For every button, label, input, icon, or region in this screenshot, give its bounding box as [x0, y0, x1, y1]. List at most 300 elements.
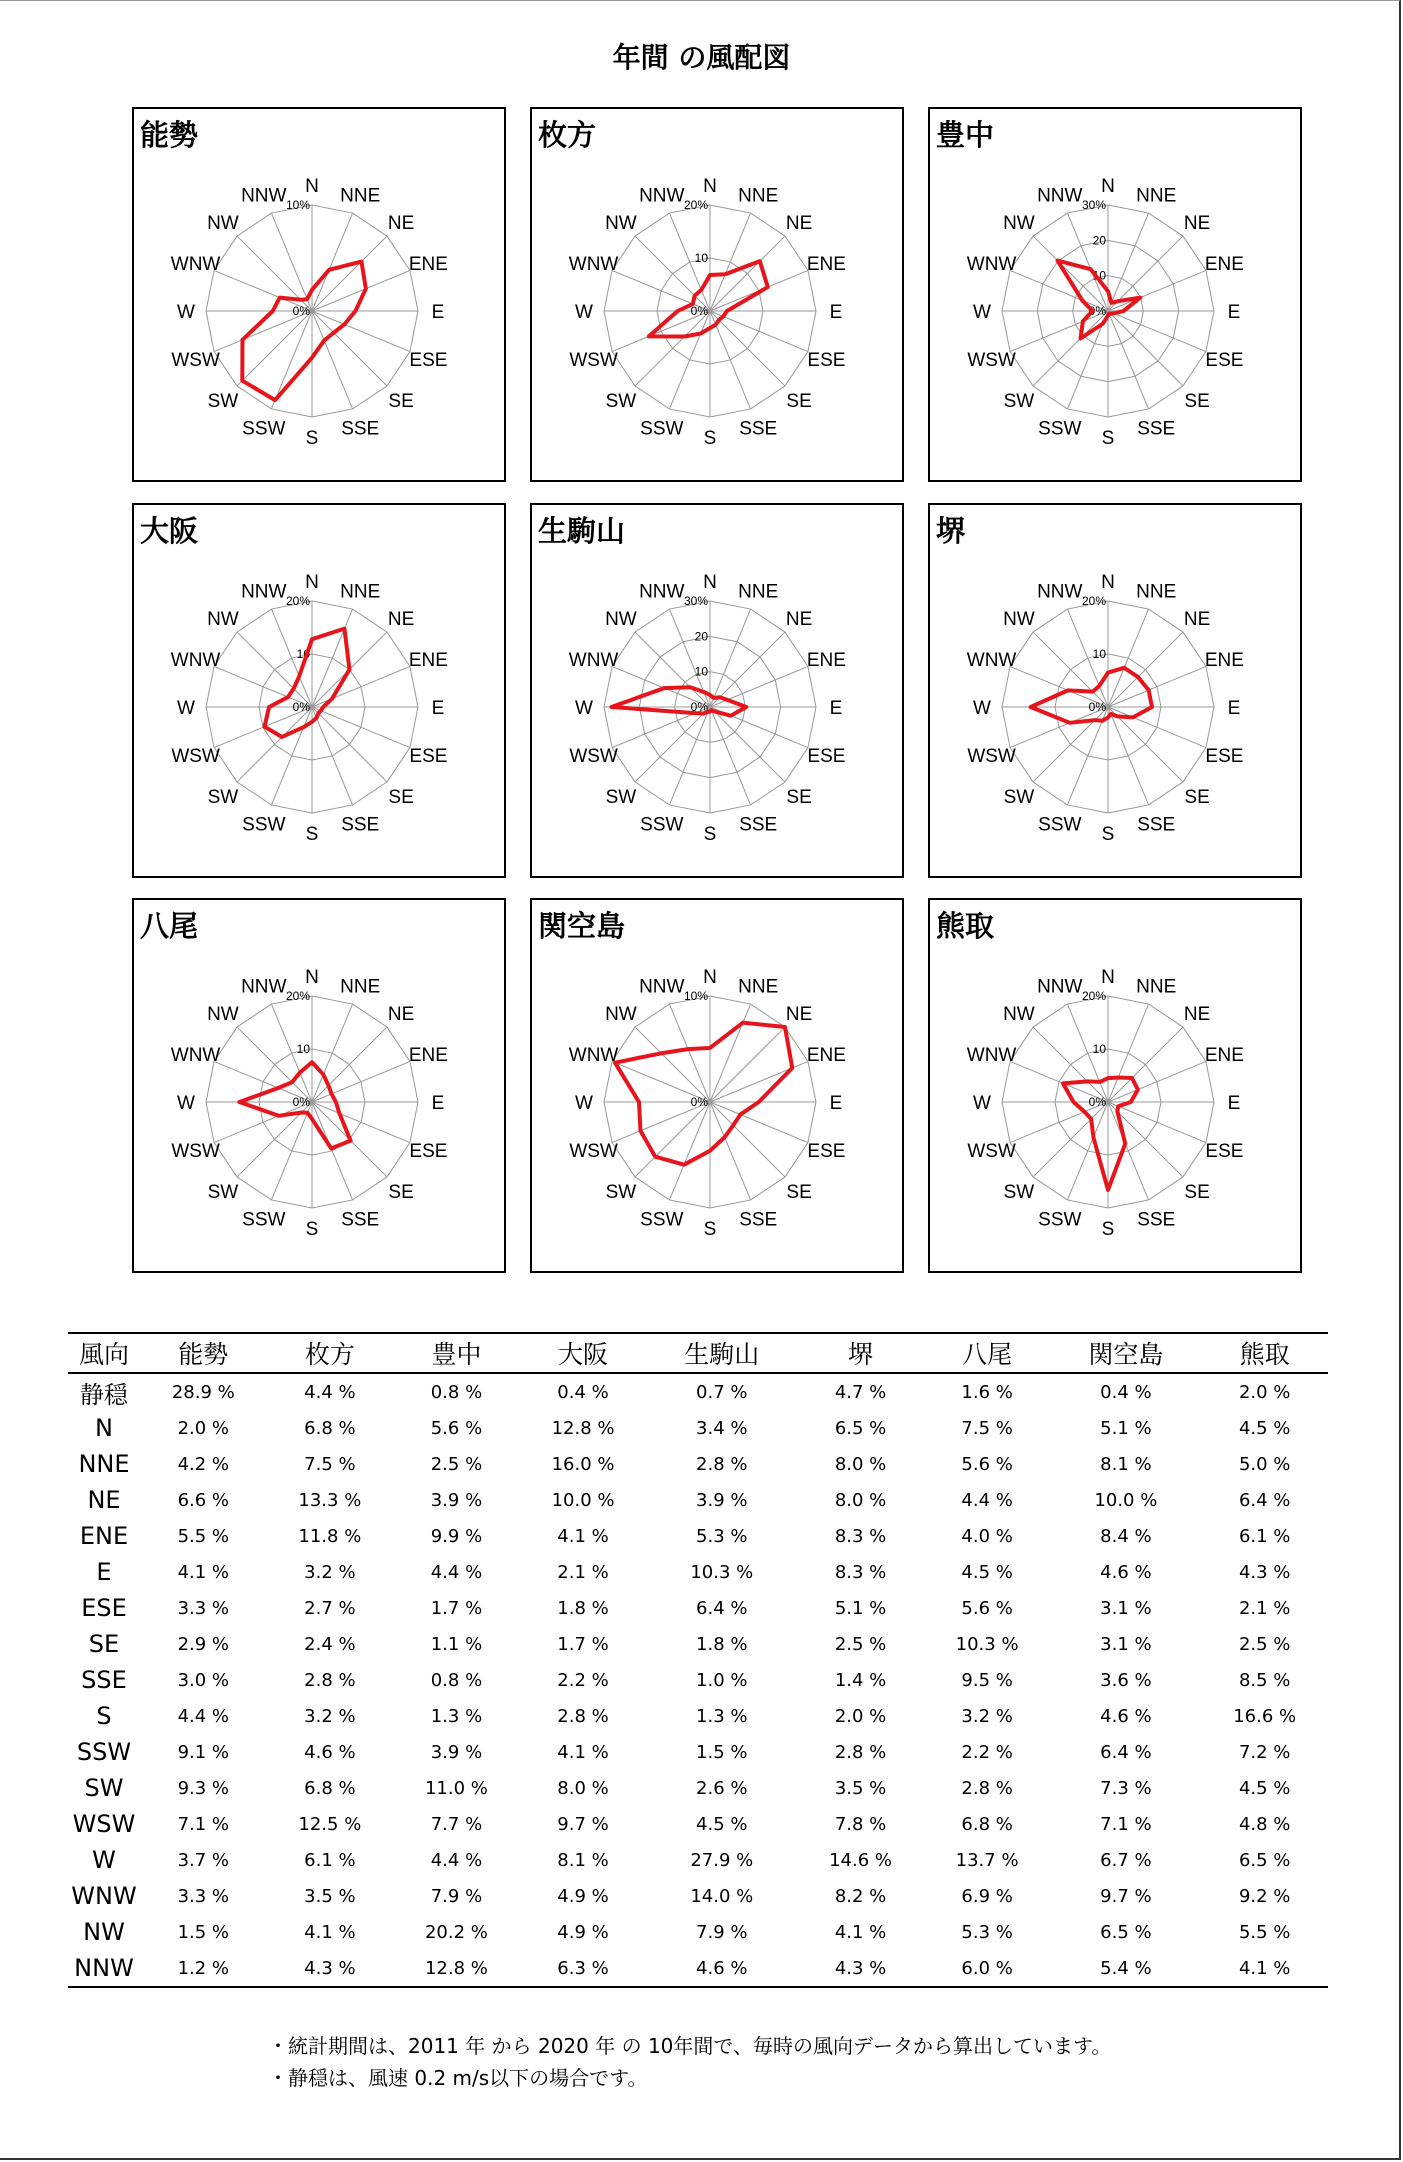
grid-spoke: [1108, 311, 1183, 386]
percent-cell: 5.6 %: [430, 1417, 483, 1439]
direction-label: NNE: [340, 185, 381, 207]
percent-cell: 1.3 %: [430, 1705, 483, 1727]
percent-cell: 8.5 %: [1238, 1669, 1291, 1691]
direction-label: SSE: [341, 814, 380, 836]
direction-label: W: [575, 302, 593, 323]
page-title: 年間 の風配図: [612, 41, 791, 74]
direction-label: WSW: [967, 1141, 1016, 1163]
percent-cell: 11.0 %: [424, 1777, 488, 1799]
percent-cell: 4.1 %: [1201, 1950, 1328, 1987]
direction-cell: N: [95, 1414, 113, 1442]
percent-cell: 2.2 %: [961, 1741, 1013, 1763]
percent-cell: 6.5 %: [834, 1417, 887, 1439]
percent-cell: 2.2 %: [557, 1669, 609, 1691]
percent-cell: 16.0 %: [551, 1453, 615, 1475]
direction-label: S: [1101, 1219, 1115, 1240]
percent-cell: 2.1 %: [1238, 1597, 1291, 1619]
percent-cell: 1.6 %: [961, 1381, 1013, 1403]
percent-cell: 3.1 %: [1100, 1597, 1152, 1619]
direction-label: NNW: [639, 185, 685, 207]
direction-label: WSW: [171, 350, 220, 372]
axis-tick-label: 20%: [683, 198, 708, 212]
direction-label: WNW: [568, 253, 619, 275]
grid-spoke: [635, 311, 710, 386]
wind-rose-panel: [132, 898, 506, 1273]
axis-tick-label: 0%: [1088, 1095, 1106, 1109]
axis-tick-label: 20%: [285, 594, 310, 608]
direction-label: SE: [1184, 1182, 1210, 1204]
direction-label: ENE: [806, 649, 846, 671]
table-body: [68, 1373, 1328, 1987]
wind-direction-table: [68, 1332, 1328, 1988]
percent-cell: 2.9 %: [177, 1633, 230, 1655]
direction-label: NW: [207, 1003, 239, 1025]
grid-spoke: [1033, 707, 1108, 782]
percent-cell: 1.8 %: [696, 1633, 748, 1655]
percent-cell: 7.8 %: [834, 1813, 887, 1835]
grid-spoke: [237, 707, 312, 782]
table-header-cell: 生駒山: [646, 1333, 797, 1373]
direction-label: SSW: [1038, 1209, 1082, 1231]
grid-spoke: [1033, 1102, 1108, 1177]
percent-cell: 4.4 %: [430, 1849, 483, 1871]
table-row: [68, 1806, 1328, 1842]
percent-cell: 8.1 %: [1100, 1453, 1152, 1475]
percent-cell: 5.5 %: [1238, 1921, 1291, 1943]
direction-label: W: [973, 698, 991, 719]
direction-label: E: [431, 302, 445, 323]
direction-label: WNW: [966, 649, 1017, 671]
percent-cell: 4.6 %: [1100, 1561, 1152, 1583]
percent-cell: 0.4 %: [557, 1381, 609, 1403]
percent-cell: 28.9 %: [171, 1381, 235, 1403]
station-name: 関空島: [538, 909, 626, 943]
direction-label: SW: [1003, 1182, 1035, 1204]
percent-cell: 2.8 %: [304, 1669, 356, 1691]
direction-label: NW: [207, 608, 239, 630]
direction-label: NE: [785, 212, 813, 234]
grid-spoke: [635, 707, 710, 782]
axis-tick-label: 10%: [683, 989, 708, 1003]
percent-cell: 2.4 %: [304, 1633, 356, 1655]
direction-label: SSW: [242, 418, 286, 440]
direction-label: N: [703, 572, 717, 593]
direction-label: SE: [388, 787, 414, 809]
percent-cell: 27.9 %: [690, 1849, 754, 1871]
percent-cell: 3.0 %: [177, 1669, 230, 1691]
percent-cell: 4.1 %: [834, 1921, 887, 1943]
direction-label: NE: [387, 212, 415, 234]
table-row: [68, 1662, 1328, 1698]
direction-label: NE: [387, 608, 415, 630]
wind-rose-panel: [928, 503, 1302, 878]
percent-cell: 0.7 %: [696, 1381, 748, 1403]
direction-label: S: [703, 1219, 717, 1240]
axis-tick-label: 10%: [285, 198, 310, 212]
axis-tick-label: 0%: [1088, 700, 1106, 714]
axis-tick-label: 0%: [292, 304, 310, 318]
wind-rose-panel: [530, 503, 904, 878]
percent-cell: 4.1 %: [177, 1561, 230, 1583]
wind-rose-chart: [134, 900, 508, 1275]
percent-cell: 8.2 %: [834, 1885, 887, 1907]
direction-label: ENE: [1204, 253, 1244, 275]
direction-label: SW: [605, 1182, 637, 1204]
note-period: ・統計期間は、2011 年 から 2020 年 の 10年間で、毎時の風向データから算出しています。: [268, 2034, 1112, 2058]
direction-cell: SSE: [81, 1666, 127, 1694]
direction-label: W: [973, 302, 991, 323]
percent-cell: 1.2 %: [140, 1950, 267, 1987]
direction-label: ESE: [1205, 350, 1244, 372]
percent-cell: 4.3 %: [797, 1950, 924, 1987]
percent-cell: 12.8 %: [393, 1950, 520, 1987]
direction-label: ESE: [1205, 746, 1244, 768]
percent-cell: 14.0 %: [690, 1885, 754, 1907]
percent-cell: 3.5 %: [834, 1777, 887, 1799]
direction-label: NE: [785, 608, 813, 630]
percent-cell: 5.1 %: [1100, 1417, 1152, 1439]
axis-tick-label: 10: [296, 647, 310, 661]
direction-label: WSW: [569, 746, 618, 768]
table-row: [68, 1914, 1328, 1950]
direction-label: SSW: [640, 814, 684, 836]
grid-spoke: [312, 707, 387, 782]
direction-label: E: [829, 698, 843, 719]
direction-label: SE: [786, 391, 812, 413]
percent-cell: 4.9 %: [557, 1921, 609, 1943]
percent-cell: 4.8 %: [1238, 1813, 1291, 1835]
percent-cell: 5.6 %: [961, 1453, 1013, 1475]
wind-rose-panel: [530, 107, 904, 482]
grid-spoke: [312, 236, 387, 311]
percent-cell: 9.5 %: [961, 1669, 1013, 1691]
percent-cell: 2.5 %: [1238, 1633, 1291, 1655]
direction-label: N: [703, 176, 717, 197]
percent-cell: 4.3 %: [267, 1950, 394, 1987]
grid-spoke: [1033, 1027, 1108, 1102]
direction-label: WNW: [170, 1044, 221, 1066]
percent-cell: 8.0 %: [834, 1453, 887, 1475]
direction-label: WNW: [568, 1044, 619, 1066]
percent-cell: 3.9 %: [696, 1489, 748, 1511]
direction-cell: ESE: [81, 1594, 127, 1622]
percent-cell: 7.3 %: [1100, 1777, 1152, 1799]
direction-label: SSW: [640, 418, 684, 440]
direction-label: ESE: [409, 746, 448, 768]
percent-cell: 4.2 %: [177, 1453, 230, 1475]
direction-label: E: [1227, 1093, 1241, 1114]
percent-cell: 20.2 %: [424, 1921, 488, 1943]
percent-cell: 8.0 %: [834, 1489, 887, 1511]
table-row: [68, 1373, 1328, 1410]
direction-label: S: [703, 824, 717, 845]
percent-cell: 4.6 %: [1100, 1705, 1152, 1727]
percent-cell: 1.5 %: [177, 1921, 230, 1943]
direction-label: ESE: [807, 746, 846, 768]
direction-label: SSE: [739, 814, 778, 836]
direction-label: E: [829, 302, 843, 323]
percent-cell: 6.1 %: [304, 1849, 356, 1871]
direction-cell: WSW: [72, 1810, 136, 1838]
percent-cell: 2.1 %: [557, 1561, 609, 1583]
percent-cell: 3.6 %: [1100, 1669, 1152, 1691]
percent-cell: 5.3 %: [961, 1921, 1013, 1943]
direction-label: W: [177, 698, 195, 719]
direction-label: WSW: [967, 350, 1016, 372]
table-row: [68, 1878, 1328, 1914]
direction-label: WSW: [171, 746, 220, 768]
direction-label: SSE: [1137, 418, 1176, 440]
direction-label: S: [703, 428, 717, 449]
percent-cell: 10.3 %: [690, 1561, 754, 1583]
axis-tick-label: 20: [1092, 233, 1106, 248]
direction-label: ENE: [408, 253, 448, 275]
direction-cell: SE: [88, 1630, 120, 1658]
direction-label: ENE: [1204, 649, 1244, 671]
percent-cell: 3.2 %: [961, 1705, 1013, 1727]
direction-label: WNW: [170, 253, 221, 275]
direction-cell: 静穏: [80, 1380, 128, 1409]
direction-label: ENE: [408, 1044, 448, 1066]
table-row: [68, 1410, 1328, 1446]
percent-cell: 10.0 %: [551, 1489, 615, 1511]
percent-cell: 4.1 %: [557, 1741, 609, 1763]
percent-cell: 4.0 %: [961, 1525, 1013, 1547]
direction-label: ENE: [408, 649, 448, 671]
percent-cell: 9.1 %: [177, 1741, 230, 1763]
direction-label: SW: [605, 391, 637, 413]
percent-cell: 11.8 %: [298, 1525, 362, 1547]
percent-cell: 3.1 %: [1100, 1633, 1152, 1655]
direction-label: SSW: [1038, 418, 1082, 440]
direction-label: WNW: [170, 649, 221, 671]
percent-cell: 4.5 %: [1238, 1417, 1291, 1439]
direction-label: SW: [207, 391, 239, 413]
percent-cell: 6.5 %: [1238, 1849, 1291, 1871]
direction-label: NNE: [738, 185, 779, 207]
grid-spoke: [710, 311, 785, 386]
table-header-cell: 能勢: [140, 1333, 267, 1373]
direction-label: WSW: [569, 1141, 618, 1163]
direction-cell: NW: [83, 1918, 125, 1946]
percent-cell: 4.6 %: [304, 1741, 356, 1763]
percent-cell: 1.7 %: [430, 1597, 483, 1619]
direction-label: NW: [605, 608, 637, 630]
direction-label: W: [575, 698, 593, 719]
percent-cell: 3.5 %: [304, 1885, 356, 1907]
percent-cell: 1.8 %: [557, 1597, 609, 1619]
station-name: 能勢: [140, 118, 199, 152]
percent-cell: 4.6 %: [646, 1950, 797, 1987]
percent-cell: 9.3 %: [177, 1777, 230, 1799]
direction-label: SSW: [242, 1209, 286, 1231]
direction-label: S: [305, 824, 319, 845]
percent-cell: 7.2 %: [1238, 1741, 1291, 1763]
percent-cell: 4.1 %: [304, 1921, 356, 1943]
direction-label: NNW: [639, 976, 685, 998]
direction-label: NE: [387, 1003, 415, 1025]
table-header-cell: 八尾: [924, 1333, 1051, 1373]
direction-label: SSW: [242, 814, 286, 836]
grid-spoke: [635, 236, 710, 311]
percent-cell: 3.2 %: [304, 1705, 356, 1727]
axis-tick-label: 10: [694, 664, 708, 679]
direction-cell: E: [96, 1558, 112, 1586]
direction-label: WNW: [966, 253, 1017, 275]
grid-spoke: [1033, 632, 1108, 707]
direction-label: SE: [1184, 391, 1210, 413]
direction-label: SSE: [341, 1209, 380, 1231]
percent-cell: 2.8 %: [834, 1741, 887, 1763]
direction-label: SW: [207, 1182, 239, 1204]
percent-cell: 13.7 %: [955, 1849, 1019, 1871]
direction-label: NNW: [1037, 976, 1083, 998]
percent-cell: 6.0 %: [924, 1950, 1051, 1987]
direction-label: NNE: [340, 581, 381, 603]
direction-label: WSW: [569, 350, 618, 372]
station-name: 生駒山: [538, 514, 626, 548]
axis-tick-label: 30%: [1081, 198, 1106, 212]
percent-cell: 6.3 %: [520, 1950, 647, 1987]
percent-cell: 5.6 %: [961, 1597, 1013, 1619]
percent-cell: 14.6 %: [829, 1849, 892, 1871]
direction-label: ESE: [1205, 1141, 1244, 1163]
percent-cell: 10.0 %: [1094, 1489, 1158, 1511]
percent-cell: 3.7 %: [177, 1849, 230, 1871]
percent-cell: 8.0 %: [557, 1777, 609, 1799]
percent-cell: 8.3 %: [834, 1525, 887, 1547]
direction-label: NNE: [1136, 976, 1177, 998]
station-name: 八尾: [140, 909, 199, 943]
direction-label: SE: [1184, 787, 1210, 809]
wind-rose-panel: [132, 107, 506, 482]
percent-cell: 0.4 %: [1100, 1381, 1152, 1403]
axis-tick-label: 30%: [683, 594, 708, 608]
wind-rose-panel: [530, 898, 904, 1273]
percent-cell: 4.4 %: [430, 1561, 483, 1583]
direction-label: ESE: [409, 1141, 448, 1163]
direction-label: E: [1227, 698, 1241, 719]
table-header-cell: 枚方: [267, 1333, 394, 1373]
percent-cell: 3.9 %: [430, 1741, 483, 1763]
direction-label: NNE: [340, 976, 381, 998]
axis-tick-label: 0%: [292, 700, 310, 714]
wind-rose-chart: [134, 505, 508, 880]
percent-cell: 6.4 %: [1100, 1741, 1152, 1763]
table-row: [68, 1554, 1328, 1590]
direction-label: S: [1101, 428, 1115, 449]
axis-tick-label: 0%: [690, 700, 708, 714]
axis-tick-label: 10: [1092, 1042, 1106, 1056]
direction-label: N: [1101, 967, 1115, 988]
direction-label: SSE: [1137, 814, 1176, 836]
axis-tick-label: 0%: [690, 304, 708, 318]
direction-cell: SSW: [76, 1738, 132, 1766]
direction-label: SSE: [739, 1209, 778, 1231]
direction-label: NE: [1183, 608, 1211, 630]
direction-label: SE: [388, 1182, 414, 1204]
direction-label: NE: [1183, 1003, 1211, 1025]
table-header-cell: 豊中: [393, 1333, 520, 1373]
wind-frequency-series: [615, 1023, 792, 1165]
direction-label: N: [305, 967, 319, 988]
percent-cell: 2.8 %: [961, 1777, 1013, 1799]
direction-label: SE: [786, 1182, 812, 1204]
direction-label: ESE: [409, 350, 448, 372]
direction-label: SSW: [640, 1209, 684, 1231]
percent-cell: 9.2 %: [1238, 1885, 1291, 1907]
direction-label: NNW: [639, 581, 685, 603]
percent-cell: 9.7 %: [1100, 1885, 1152, 1907]
table-header-cell: 堺: [797, 1333, 924, 1373]
direction-label: ENE: [806, 253, 846, 275]
percent-cell: 2.8 %: [696, 1453, 748, 1475]
percent-cell: 7.9 %: [430, 1885, 483, 1907]
axis-tick-label: 20%: [285, 989, 310, 1003]
percent-cell: 5.1 %: [834, 1597, 887, 1619]
direction-label: W: [575, 1093, 593, 1114]
table-header-cell: 大阪: [520, 1333, 647, 1373]
percent-cell: 0.8 %: [430, 1381, 483, 1403]
direction-label: NW: [207, 212, 239, 234]
direction-label: NW: [605, 1003, 637, 1025]
percent-cell: 1.0 %: [696, 1669, 748, 1691]
grid-spoke: [1108, 1027, 1183, 1102]
percent-cell: 4.5 %: [696, 1813, 748, 1835]
percent-cell: 6.8 %: [304, 1777, 356, 1799]
axis-tick-label: 20: [694, 629, 708, 644]
wind-rose-chart: [532, 900, 906, 1275]
direction-label: SE: [786, 787, 812, 809]
grid-spoke: [237, 311, 312, 386]
table-row: [68, 1950, 1328, 1987]
percent-cell: 3.3 %: [177, 1885, 230, 1907]
grid-spoke: [1033, 311, 1108, 386]
station-name: 豊中: [936, 118, 995, 152]
percent-cell: 6.4 %: [1238, 1489, 1291, 1511]
percent-cell: 2.5 %: [834, 1633, 887, 1655]
percent-cell: 6.5 %: [1100, 1921, 1152, 1943]
percent-cell: 9.7 %: [557, 1813, 609, 1835]
percent-cell: 12.8 %: [551, 1417, 615, 1439]
percent-cell: 2.6 %: [696, 1777, 748, 1799]
table-row: [68, 1446, 1328, 1482]
direction-label: NNW: [241, 976, 287, 998]
percent-cell: 4.9 %: [557, 1885, 609, 1907]
percent-cell: 6.4 %: [696, 1597, 748, 1619]
percent-cell: 6.8 %: [304, 1417, 356, 1439]
wind-rose-panel: [928, 898, 1302, 1273]
percent-cell: 1.7 %: [557, 1633, 609, 1655]
direction-label: SSW: [1038, 814, 1082, 836]
percent-cell: 9.9 %: [430, 1525, 483, 1547]
axis-tick-label: 0%: [690, 1095, 708, 1109]
direction-cell: ENE: [79, 1522, 129, 1550]
direction-label: N: [1101, 572, 1115, 593]
direction-label: NE: [785, 1003, 813, 1025]
grid-spoke: [312, 1027, 387, 1102]
direction-cell: NE: [87, 1486, 121, 1514]
wind-rose-chart: [930, 900, 1304, 1275]
percent-cell: 7.1 %: [177, 1813, 230, 1835]
percent-cell: 7.9 %: [696, 1921, 748, 1943]
percent-cell: 8.1 %: [557, 1849, 609, 1871]
percent-cell: 7.5 %: [961, 1417, 1013, 1439]
direction-label: E: [431, 1093, 445, 1114]
direction-label: ESE: [807, 1141, 846, 1163]
percent-cell: 16.6 %: [1233, 1705, 1297, 1727]
direction-label: E: [431, 698, 445, 719]
